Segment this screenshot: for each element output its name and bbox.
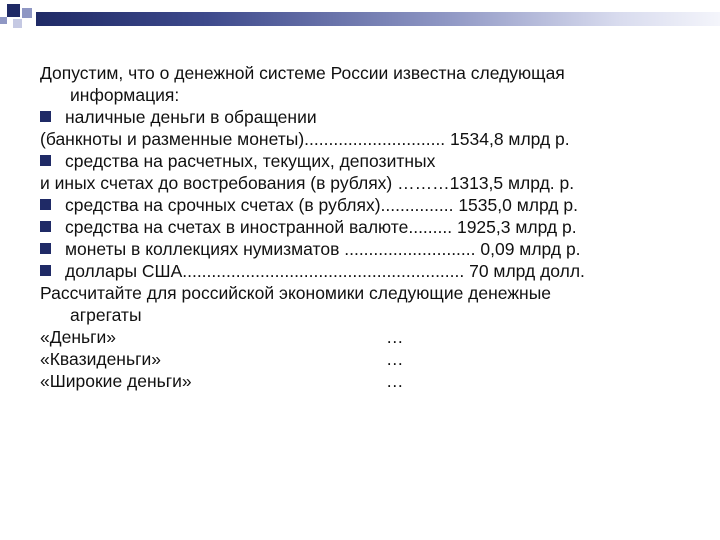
item-text: средства на расчетных, текущих, депозитных xyxy=(65,151,436,171)
square-bullet-icon xyxy=(40,221,51,232)
decor-square-small xyxy=(0,17,7,24)
slide-body xyxy=(40,62,710,392)
item-text: средства на срочных счетах (в рублях)............... 1535,0 млрд р. xyxy=(65,195,578,215)
aggregate-row xyxy=(40,370,710,392)
decor-square-pale xyxy=(13,19,22,28)
task-text: Рассчитайте для российской экономики следующие денежные xyxy=(40,283,552,303)
square-bullet-icon xyxy=(40,199,51,210)
square-bullet-icon xyxy=(40,111,51,122)
header-gradient-band xyxy=(36,12,720,26)
task-text-cont: агрегаты xyxy=(70,305,142,325)
square-bullet-icon xyxy=(40,155,51,166)
item-text-cont: (банкноты и разменные монеты)............................. 1534,8 млрд р. xyxy=(40,129,570,149)
square-bullet-icon xyxy=(40,243,51,254)
list-item xyxy=(40,194,710,216)
decor-square-light xyxy=(22,8,32,18)
decor-square-dark xyxy=(7,4,20,17)
aggregate-row xyxy=(40,326,710,348)
intro-text-cont: информация: xyxy=(70,85,180,105)
aggregate-value: … xyxy=(386,371,404,391)
aggregate-value: … xyxy=(386,327,404,347)
item-text: наличные деньги в обращении xyxy=(65,107,317,127)
slide-decoration xyxy=(0,0,720,40)
list-item xyxy=(40,238,710,260)
aggregate-label: «Широкие деньги» xyxy=(40,371,192,391)
item-text-cont: и иных счетах до востребования (в рублях) ………1313,5 млрд. р. xyxy=(40,173,575,193)
list-item xyxy=(40,150,710,172)
intro-text: Допустим, что о денежной системе России известна следующая xyxy=(40,63,565,83)
list-item xyxy=(40,216,710,238)
list-item xyxy=(40,106,710,128)
square-bullet-icon xyxy=(40,265,51,276)
aggregate-row xyxy=(40,348,710,370)
aggregate-label: «Квазиденьги» xyxy=(40,349,161,369)
item-text: доллары США.......................................................... 70 млрд долл. xyxy=(65,261,585,281)
aggregate-value: … xyxy=(386,349,404,369)
item-text: монеты в коллекциях нумизматов ........................... 0,09 млрд р. xyxy=(65,239,581,259)
aggregate-label: «Деньги» xyxy=(40,327,116,347)
item-text: средства на счетах в иностранной валюте......... 1925,3 млрд р. xyxy=(65,217,577,237)
list-item xyxy=(40,260,710,282)
